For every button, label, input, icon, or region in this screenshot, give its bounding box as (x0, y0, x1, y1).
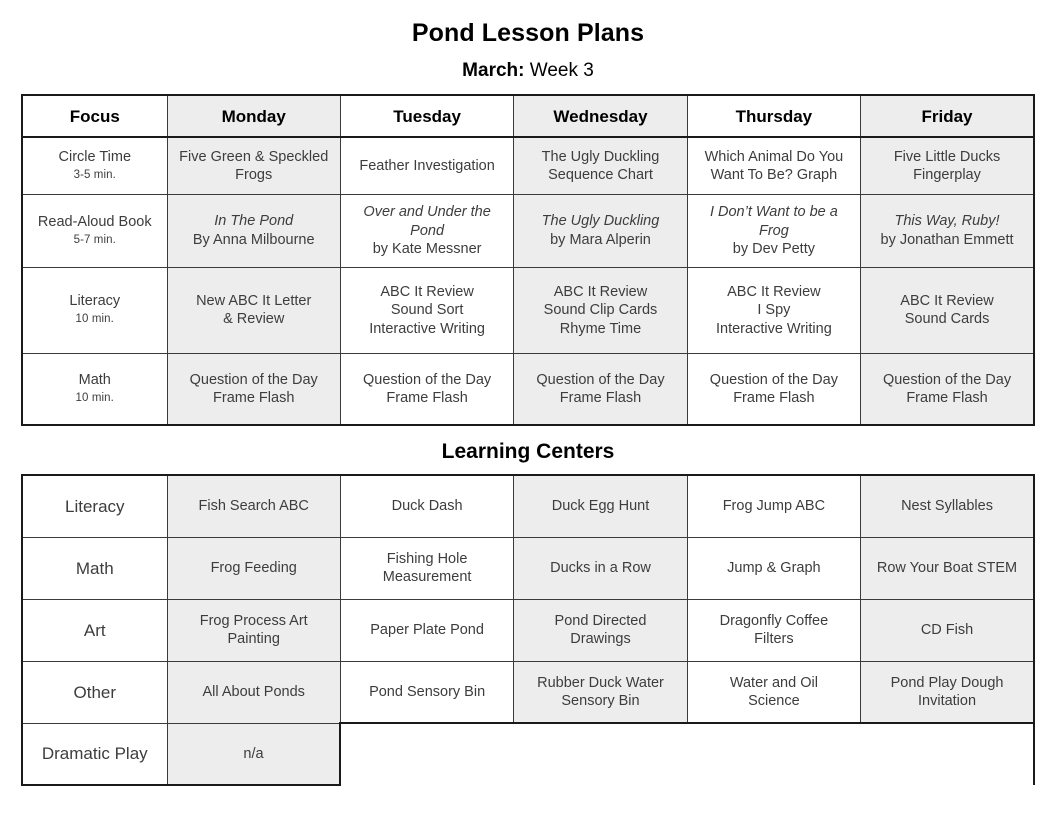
cell-centers-dramatic-wednesday-empty (514, 723, 687, 785)
cell-line: Sound Cards (904, 311, 990, 328)
subtitle-month: March: (462, 59, 525, 81)
plan-table-header (22, 95, 1034, 137)
row-duration: 10 min. (75, 391, 114, 404)
cell-centers-art-monday (167, 599, 340, 661)
table-header-row (22, 95, 1034, 137)
row-label-centers-other: Other (22, 661, 167, 723)
row-label-text: Math (78, 372, 111, 389)
row-label-centers-art: Art (22, 599, 167, 661)
cell-centers-dramatic-friday-empty (861, 723, 1034, 785)
cell-centers-dramatic-monday (167, 723, 340, 785)
cell-line: Nest Syllables (901, 498, 993, 515)
cell-line: Science (748, 693, 800, 710)
book-author: by Jonathan Emmett (880, 231, 1014, 248)
cell-line: Question of the Day (189, 371, 318, 388)
row-label-centers-math: Math (22, 537, 167, 599)
plan-table-body (22, 137, 1034, 425)
cell-line: Pond Play Dough (890, 674, 1004, 691)
cell-line: Frogs (235, 167, 273, 184)
cell-line: Sound Sort (390, 302, 464, 319)
cell-centers-art-tuesday (340, 599, 513, 661)
table-row (22, 599, 1034, 661)
row-label-text: Literacy (69, 293, 121, 310)
row-duration: 10 min. (75, 313, 114, 326)
cell-line: n/a (243, 745, 264, 762)
cell-line: Duck Egg Hunt (551, 498, 650, 515)
cell-centers-art-wednesday (514, 599, 687, 661)
cell-literacy-wednesday (514, 267, 687, 353)
header-monday: Monday (167, 95, 340, 137)
cell-line: Frame Flash (386, 390, 468, 407)
header-wednesday: Wednesday (514, 95, 687, 137)
row-label-centers-dramatic-play: Dramatic Play (22, 723, 167, 785)
cell-line: Frame Flash (733, 390, 815, 407)
cell-book-tuesday (340, 194, 513, 267)
row-label-centers-literacy: Literacy (22, 475, 167, 537)
cell-line: Which Animal Do You (704, 148, 844, 165)
table-row (22, 723, 1034, 785)
cell-line: & Review (223, 311, 285, 328)
cell-line: Fish Search ABC (198, 498, 309, 515)
header-focus: Focus (22, 95, 167, 137)
cell-centers-literacy-thursday (687, 475, 860, 537)
cell-literacy-monday (167, 267, 340, 353)
table-row (22, 537, 1034, 599)
header-friday: Friday (861, 95, 1034, 137)
table-row (22, 267, 1034, 353)
cell-line: Sequence Chart (548, 167, 653, 184)
cell-centers-math-friday (861, 537, 1034, 599)
cell-centers-math-wednesday (514, 537, 687, 599)
cell-line: Painting (227, 631, 280, 648)
cell-math-thursday (687, 353, 860, 425)
cell-centers-other-wednesday (514, 661, 687, 723)
cell-line: Fishing Hole (386, 550, 468, 567)
header-thursday: Thursday (687, 95, 860, 137)
cell-line: Five Green & Speckled (179, 148, 329, 165)
row-label-text: Circle Time (58, 149, 132, 166)
book-title: The Ugly Duckling (541, 213, 660, 230)
cell-circle-tuesday (340, 137, 513, 194)
row-label-circle-time (22, 137, 167, 194)
cell-centers-other-monday (167, 661, 340, 723)
cell-line: Rhyme Time (559, 320, 642, 337)
row-duration: 5-7 min. (73, 233, 116, 246)
cell-line: Pond Directed (554, 612, 647, 629)
cell-line: Invitation (918, 693, 977, 710)
cell-centers-dramatic-thursday-empty (687, 723, 860, 785)
book-title: This Way, Ruby! (894, 213, 1000, 230)
cell-line: Frog Process Art (199, 612, 308, 629)
cell-line: Frog Jump ABC (722, 498, 826, 515)
cell-centers-art-thursday (687, 599, 860, 661)
book-title: I Don’t Want to be a Frog (709, 204, 838, 239)
cell-line: ABC It Review (900, 292, 994, 309)
cell-centers-dramatic-tuesday-empty (340, 723, 513, 785)
cell-line: ABC It Review (553, 283, 648, 300)
cell-line: Want To Be? Graph (710, 167, 838, 184)
cell-line: Ducks in a Row (550, 560, 651, 577)
cell-book-thursday (687, 194, 860, 267)
cell-line: Duck Dash (391, 498, 463, 515)
row-label-literacy (22, 267, 167, 353)
cell-line: I Spy (757, 302, 791, 319)
row-label-text: Read-Aloud Book (37, 213, 152, 230)
cell-line: Fingerplay (913, 167, 981, 184)
table-row (22, 661, 1034, 723)
cell-line: Paper Plate Pond (370, 622, 484, 639)
book-author: by Dev Petty (732, 241, 815, 258)
cell-line: Water and Oil (729, 674, 818, 691)
cell-math-friday (861, 353, 1034, 425)
cell-line: Frame Flash (906, 390, 988, 407)
table-row (22, 194, 1034, 267)
cell-centers-other-thursday (687, 661, 860, 723)
cell-circle-wednesday (514, 137, 687, 194)
cell-centers-math-thursday (687, 537, 860, 599)
cell-book-wednesday (514, 194, 687, 267)
book-author: By Anna Milbourne (192, 231, 315, 248)
cell-line: Frog Feeding (210, 560, 297, 577)
lesson-plan-table (21, 94, 1035, 426)
cell-math-monday (167, 353, 340, 425)
cell-line: Pond Sensory Bin (369, 683, 486, 700)
cell-line: The Ugly Duckling (541, 148, 660, 165)
table-row (22, 475, 1034, 537)
cell-circle-friday (861, 137, 1034, 194)
cell-centers-other-tuesday (340, 661, 513, 723)
book-title: Over and Under the Pond (363, 204, 491, 239)
row-label-read-aloud-book (22, 194, 167, 267)
cell-book-monday (167, 194, 340, 267)
subtitle-week: Week 3 (529, 59, 594, 81)
cell-line: Interactive Writing (369, 320, 485, 337)
book-author: by Kate Messner (372, 241, 482, 258)
centers-table-body (22, 475, 1034, 785)
cell-book-friday (861, 194, 1034, 267)
cell-line: Rubber Duck Water (537, 674, 664, 691)
cell-line: Drawings (570, 631, 631, 648)
cell-centers-art-friday (861, 599, 1034, 661)
cell-line: Filters (754, 631, 794, 648)
cell-line: ABC It Review (380, 283, 474, 300)
cell-line: New ABC It Letter (196, 292, 312, 309)
cell-line: ABC It Review (727, 283, 821, 300)
cell-line: Sound Clip Cards (543, 302, 658, 319)
cell-centers-literacy-monday (167, 475, 340, 537)
cell-centers-literacy-friday (861, 475, 1034, 537)
cell-centers-other-friday (861, 661, 1034, 723)
cell-math-tuesday (340, 353, 513, 425)
cell-circle-thursday (687, 137, 860, 194)
cell-math-wednesday (514, 353, 687, 425)
cell-literacy-tuesday (340, 267, 513, 353)
cell-centers-math-tuesday (340, 537, 513, 599)
cell-line: Measurement (382, 569, 472, 586)
page-title: Pond Lesson Plans (411, 19, 645, 47)
cell-literacy-thursday (687, 267, 860, 353)
section-title-learning-centers: Learning Centers (441, 440, 615, 464)
row-label-math (22, 353, 167, 425)
page-subtitle (0, 48, 1056, 82)
header-tuesday: Tuesday (340, 95, 513, 137)
table-row (22, 137, 1034, 194)
cell-literacy-friday (861, 267, 1034, 353)
cell-line: All About Ponds (202, 684, 305, 701)
learning-centers-table (21, 474, 1035, 786)
cell-line: Question of the Day (363, 371, 492, 388)
table-row (22, 353, 1034, 425)
cell-line: Question of the Day (882, 371, 1012, 388)
book-title: In The Pond (214, 213, 294, 230)
cell-line: Sensory Bin (561, 693, 640, 710)
cell-line: CD Fish (920, 622, 974, 639)
cell-line: Frame Flash (559, 390, 642, 407)
cell-line: Interactive Writing (715, 320, 832, 337)
cell-line: Question of the Day (709, 371, 838, 388)
cell-line: Frame Flash (213, 390, 295, 407)
book-author: by Mara Alperin (550, 231, 651, 248)
cell-centers-math-monday (167, 537, 340, 599)
cell-centers-literacy-wednesday (514, 475, 687, 537)
cell-line: Row Your Boat STEM (876, 560, 1018, 577)
cell-line: Feather Investigation (359, 157, 495, 174)
cell-line: Five Little Ducks (893, 148, 1001, 165)
row-duration: 3-5 min. (73, 168, 116, 181)
cell-line: Dragonfly Coffee (719, 612, 829, 629)
cell-circle-monday (167, 137, 340, 194)
cell-line: Jump & Graph (727, 560, 821, 577)
cell-line: Question of the Day (536, 371, 665, 388)
cell-centers-literacy-tuesday (340, 475, 513, 537)
